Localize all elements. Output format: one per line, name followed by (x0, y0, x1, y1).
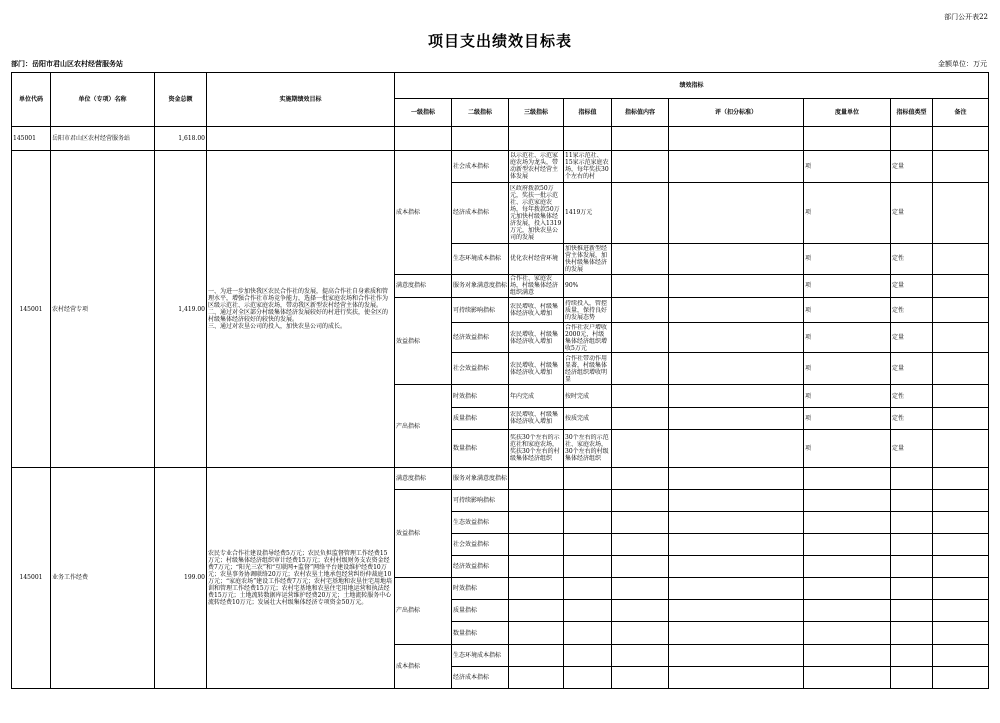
project1-name: 农村经营专项 (51, 151, 155, 467)
p1-l1-satisfaction: 满意度指标 (395, 274, 452, 297)
p1-r9-type: 定量 (891, 429, 933, 467)
table-row (12, 151, 989, 182)
project2-name: 业务工作经费 (51, 467, 155, 688)
summary-amount: 1,618.00 (155, 127, 207, 151)
header-unit-code: 单位代码 (12, 73, 51, 127)
p1-r4-value: 持续投入，管控质量，保持良好的发展态势 (564, 298, 612, 323)
header-remark: 备注 (933, 99, 989, 127)
department-label: 部门：岳阳市君山区农村经营服务站 (11, 59, 123, 68)
p1-r8-measure: 项 (804, 407, 891, 429)
header-scoring: 评（扣分标准） (669, 99, 804, 127)
p1-r6-l2: 社会效益指标 (452, 353, 509, 385)
p1-r1-type: 定量 (891, 182, 933, 243)
amount-unit-label: 金额单位：万元 (938, 60, 987, 68)
p1-r9-l2: 数量指标 (452, 429, 509, 467)
p1-r1-l2: 经济成本指标 (452, 182, 509, 243)
p1-r4-type: 定性 (891, 298, 933, 323)
p2-r3-l2: 社会效益指标 (452, 534, 509, 556)
p1-r5-l2: 经济效益指标 (452, 323, 509, 353)
p1-r2-measure: 项 (804, 243, 891, 274)
p1-r2-value: 加快推进新型经营主体发展，加快村级集体经济的发展 (564, 243, 612, 274)
p1-r8-value: 按质完成 (564, 407, 612, 429)
p1-r7-value: 按时完成 (564, 385, 612, 407)
page-title: 项目支出绩效目标表 (427, 32, 572, 50)
p1-r3-l2: 服务对象满意度指标 (452, 274, 509, 297)
p1-r3-measure: 项 (804, 274, 891, 297)
p2-r5-l2: 时效指标 (452, 578, 509, 600)
header-total-funds: 资金总额 (155, 73, 207, 127)
header-level1: 一级指标 (395, 99, 452, 127)
p2-r9-l2: 经济成本指标 (452, 666, 509, 688)
p1-l1-output: 产出指标 (395, 385, 452, 467)
p2-r4-l2: 经济效益指标 (452, 556, 509, 578)
p1-r0-l3: 以示范社、示范家庭农场为龙头，带动新型农村经营主体发展 (509, 151, 564, 182)
p1-r1-measure: 项 (804, 182, 891, 243)
table-row (12, 127, 989, 151)
header-unit-name: 单位（专项）名称 (51, 73, 155, 127)
p1-r9-l3: 奖扶30个左右的示范社和家庭农场，奖扶30个左右的村级集体经济组织 (509, 429, 564, 467)
p1-r7-measure: 项 (804, 385, 891, 407)
header-level3: 三级指标 (509, 99, 564, 127)
p1-r1-l3: 区政府拨款50万元，奖扶一批示范社、示范家庭农场，每年拨款50万元加快村级集体经济发展，投入1319万元，加快农垦公司的发展 (509, 182, 564, 243)
p1-r8-type: 定性 (891, 407, 933, 429)
project1-objective: 一、为进一步加快我区农民合作社的发展，提高合作社自身素质和管理水平，增强合作社市场竞争能力，选择一批家庭农场和合作社作为区级示范社、示范家庭农场，带动我区新型农村经营主体的发展。 二、通过对全区部分村级集体经济发展较好的村进行奖扶，使全区的村级集体经济较好的较快的发展。 三、通过对农垦公司的投入，加快农垦公司的成长。 (207, 151, 395, 467)
p1-l1-benefit: 效益指标 (395, 298, 452, 385)
p1-r8-l3: 农民增收、村级集体经济收入增加 (509, 407, 564, 429)
p1-r6-type: 定量 (891, 353, 933, 385)
p1-r5-type: 定量 (891, 323, 933, 353)
p1-r0-measure: 项 (804, 151, 891, 182)
p2-r1-l2: 可持续影响指标 (452, 489, 509, 511)
p1-l1-cost: 成本指标 (395, 151, 452, 275)
p2-l1-output: 产出指标 (395, 578, 452, 644)
project2-amount: 199.00 (155, 467, 207, 688)
p1-r1-value: 1419万元 (564, 182, 612, 243)
p2-r0-l2: 服务对象满意度指标 (452, 467, 509, 489)
header-objective: 实施期绩效目标 (207, 73, 395, 127)
p1-r2-type: 定性 (891, 243, 933, 274)
summary-name: 岳阳市君山区农村经营服务站 (51, 127, 155, 151)
p1-r6-value: 合作社带动作用显著，村级集体经济组织增收明显 (564, 353, 612, 385)
p1-r3-type: 定量 (891, 274, 933, 297)
p1-r9-value: 30个左右的示范社、家庭农场，30个左右的村级集体经济组织 (564, 429, 612, 467)
p1-r0-value: 11家示范社、15家示范家庭农场，每年奖扶30个左右的村 (564, 151, 612, 182)
p2-l1-cost: 成本指标 (395, 644, 452, 688)
p2-r8-l2: 生态环境成本指标 (452, 644, 509, 666)
p1-r6-l3: 农民增收、村级集体经济收入增加 (509, 353, 564, 385)
p2-r7-l2: 数量指标 (452, 622, 509, 644)
p2-r2-l2: 生态效益指标 (452, 512, 509, 534)
project2-code: 145001 (12, 467, 51, 688)
performance-table (11, 72, 989, 689)
p2-l1-benefit: 效益指标 (395, 489, 452, 577)
p1-r6-measure: 项 (804, 353, 891, 385)
p1-r4-l3: 农民增收、村级集体经济收入增加 (509, 298, 564, 323)
p1-r5-measure: 项 (804, 323, 891, 353)
p1-r2-l2: 生态环境成本指标 (452, 243, 509, 274)
form-number: 部门公开表22 (944, 13, 988, 21)
project1-code: 145001 (12, 151, 51, 467)
p1-r5-value: 合作社农户增收2000元，村级集体经济组织增收5万元 (564, 323, 612, 353)
p1-r7-l2: 时效指标 (452, 385, 509, 407)
p1-r3-l3: 合作社、家庭农场，村级集体经济组织满意 (509, 274, 564, 297)
p2-r6-l2: 质量指标 (452, 600, 509, 622)
header-indicators: 绩效指标 (395, 73, 989, 99)
table-row (12, 467, 989, 489)
project1-amount: 1,419.00 (155, 151, 207, 467)
p1-r0-l2: 社会成本指标 (452, 151, 509, 182)
p1-r7-type: 定性 (891, 385, 933, 407)
p1-r8-l2: 质量指标 (452, 407, 509, 429)
p1-r0-type: 定量 (891, 151, 933, 182)
p1-r4-measure: 项 (804, 298, 891, 323)
summary-code: 145001 (12, 127, 51, 151)
header-value-type: 指标值类型 (891, 99, 933, 127)
header-level2: 二级指标 (452, 99, 509, 127)
header-value-content: 指标值内容 (612, 99, 669, 127)
p1-r2-l3: 优化农村经营环境 (509, 243, 564, 274)
project2-objective: 农民专业合作社建设指导经费5万元；农民负担监督管理工作经费15万元；村级集体经济组织审计经费15万元；农村村级财务支农资金经费7万元；“阳光三农”和“互联网+监督”网络平台建设维护经费10万元；农垦事务协调联络20万元；农村农垦土地承包经营纠纷仲裁庭10万元；“家庭农场”建设工作经费7万元；农村宅基地和农垦住宅用地培训和管理工作经费15万元；农村宅基地和农垦住宅用地运营和执法经费15万元；土地流转数据库运营维护经费20万元；土地流转服务中心流转经费10万元；发展壮大村级集体经济专项资金50万元。 (207, 467, 395, 688)
p1-r5-l3: 农民增收、村级集体经济收入增加 (509, 323, 564, 353)
p1-r7-l3: 年内完成 (509, 385, 564, 407)
header-value: 指标值 (564, 99, 612, 127)
p1-r3-value: 90% (564, 274, 612, 297)
p1-r9-measure: 项 (804, 429, 891, 467)
header-measure: 度量单位 (804, 99, 891, 127)
p1-r4-l2: 可持续影响指标 (452, 298, 509, 323)
p2-l1-satisfaction: 满意度指标 (395, 467, 452, 489)
